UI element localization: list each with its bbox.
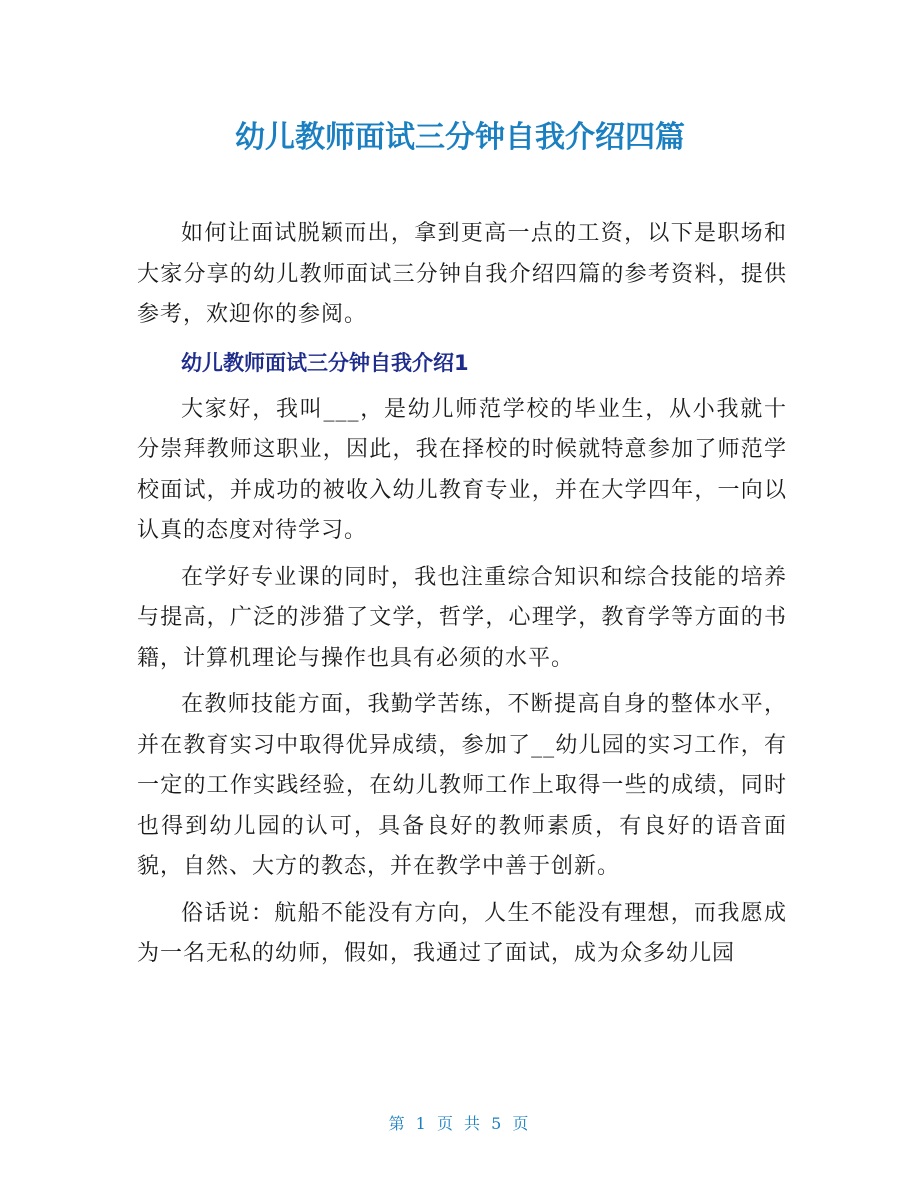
body-paragraph: 俗话说：航船不能没有方向，人生不能没有理想，而我愿成为一名无私的幼师，假如，我通过了面试，成为众多幼儿园 <box>137 900 787 966</box>
body-paragraph: 大家好，我叫___，是幼儿师范学校的毕业生，从小我就十分崇拜教师这职业，因此，我在择校的时候就特意参加了师范学校面试，并成功的被收入幼儿教育专业，并在大学四年，一向以认真的态度对待学习。 <box>137 396 787 543</box>
body-paragraph: 在学好专业课的同时，我也注重综合知识和综合技能的培养与提高，广泛的涉猎了文学，哲学，心理学，教育学等方面的书籍，计算机理论与操作也具有必须的水平。 <box>137 564 787 671</box>
document-title: 幼儿教师面试三分钟自我介绍四篇 <box>235 120 685 155</box>
body-paragraph: 在教师技能方面，我勤学苦练，不断提高自身的整体水平，并在教育实习中取得优异成绩，参加了__幼儿园的实习工作，有一定的工作实践经验，在幼儿教师工作上取得一些的成绩，同时也得到幼儿园的认可，具备良好的教师素质，有良好的语音面貌，自然、大方的教态，并在教学中善于创新。 <box>137 692 787 879</box>
document-body <box>137 214 787 981</box>
page-number-footer: 第 1 页 共 5 页 <box>388 1114 532 1133</box>
section-heading: 幼儿教师面试三分钟自我介绍1 <box>181 350 469 375</box>
intro-paragraph: 如何让面试脱颖而出，拿到更高一点的工资，以下是职场和大家分享的幼儿教师面试三分钟自我介绍四篇的参考资料，提供参考，欢迎你的参阅。 <box>137 221 787 327</box>
